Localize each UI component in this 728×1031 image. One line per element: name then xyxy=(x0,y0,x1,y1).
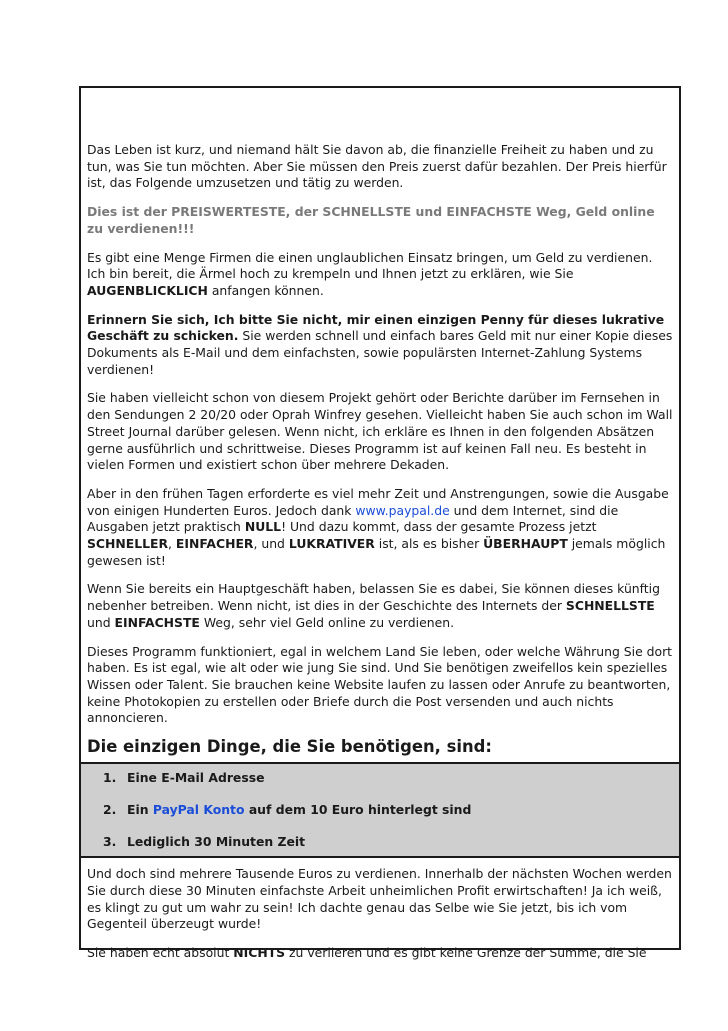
bold-span: SCHNELLER xyxy=(87,536,169,552)
paragraph-penny xyxy=(87,312,673,379)
paragraph-paypal xyxy=(87,486,673,570)
list-text: auf dem 10 Euro hinterlegt sind xyxy=(244,802,472,818)
list-item xyxy=(103,834,679,850)
text-span: zu verlieren und es gibt keine Grenze der Summe, die Sie xyxy=(285,944,647,960)
text-span: , und xyxy=(253,536,289,552)
text-span: Sie werden schnell und einfach bares Geld mit nur einer Kopie dieses Dokuments als E-Mail und dem einfachsten, sowie populärsten Internet-Zahlung Systems verdienen! xyxy=(87,328,673,377)
paragraph-profit: Und doch sind mehrere Tausende Euros zu verdienen. Innerhalb der nächsten Wochen werden Sie durch diese 30 Minuten einfachste Arbeit unheimlichen Profit erwirtschaften! Ja ich weiß, es klingt zu gut um wahr zu sein! Ich dachte genau das Selbe wie Sie jetzt, bis ich vom Gegenteil überzeugt wurde! xyxy=(87,866,672,932)
text-span: und xyxy=(87,614,115,630)
paragraph-companies xyxy=(87,250,673,300)
paragraph-program: Dieses Programm funktioniert, egal in welchem Land Sie leben, oder welche Währung Sie dort haben. Es ist egal, wie alt oder wie jung Sie sind. Und Sie benötigen zweifellos kein spezielles Wissen oder Talent. Sie brauchen keine Website laufen zu lassen oder Anrufe zu beantworten, keine Photokopien zu erstellen oder Briefe durch die Post versenden und auch nichts annoncieren. xyxy=(87,643,673,726)
text-span: jemals möglich gewesen ist! xyxy=(87,536,666,568)
intro-paragraph: Das Leben ist kurz, und niemand hält Sie davon ab, die finanzielle Freiheit zu haben und zu tun, was Sie tun möchten. Aber Sie müssen den Preis zuerst dafür bezahlen. Der Preis hierfür ist, das Folgende umzusetzen und tätig zu werden. xyxy=(87,142,667,191)
list-item xyxy=(103,802,679,818)
text-span: Es gibt eine Menge Firmen die einen unglaublichen Einsatz bringen, um Geld zu verdienen. Ich bin bereit, die Ärmel hoch zu krempeln und Ihnen jetzt zu erklären, wie Sie xyxy=(87,249,653,282)
list-item xyxy=(103,770,679,786)
list-number: 1. xyxy=(103,770,117,786)
text-span: und dem Internet, sind die Ausgaben jetzt praktisch xyxy=(87,502,619,535)
bold-span: NULL xyxy=(244,519,282,535)
text-span: , xyxy=(168,536,176,552)
text-span: Weg, sehr viel Geld online zu verdienen. xyxy=(199,614,455,630)
bold-span: EINFACHSTE xyxy=(114,614,200,630)
requirements-list xyxy=(81,762,679,858)
list-text: Lediglich 30 Minuten Zeit xyxy=(127,834,306,850)
bold-span: ÜBERHAUPT xyxy=(483,536,568,552)
paragraph-nothing-to-lose xyxy=(87,945,673,962)
requirements-heading: Die einzigen Dinge, die Sie benötigen, sind: xyxy=(87,737,492,757)
text-span: ist, als es bisher xyxy=(374,536,484,552)
list-text: Eine E-Mail Adresse xyxy=(127,770,265,786)
bold-span: AUGENBLICKLICH xyxy=(87,282,208,298)
text-span: ! Und dazu kommt, dass der gesamte Prozess jetzt xyxy=(281,519,597,535)
text-span: anfangen können. xyxy=(207,282,324,298)
text-span: Sie haben echt absolut xyxy=(87,944,234,960)
list-text: Ein xyxy=(127,802,153,818)
paragraph-history: Sie haben vielleicht schon von diesem Projekt gehört oder Berichte darüber im Fernsehen in den Sendungen 2 20/20 oder Oprah Winfrey gesehen. Vielleicht haben Sie auch schon im Wall Street Journal darüber gelesen. Wenn nicht, ich erkläre es Ihnen in den folgenden Absätzen gerne ausführlich und schrittweise. Dieses Programm ist auf keinen Fall neu. Es besteht in vielen Formen und existiert schon über mehrere Dekaden. xyxy=(87,390,673,473)
list-number: 3. xyxy=(103,834,117,850)
document-body xyxy=(87,142,673,974)
document-frame xyxy=(79,86,681,960)
bold-span: Erinnern Sie sich, Ich bitte Sie nicht, mir einen einzigen Penny für dieses lukrative Geschäft zu schicken. xyxy=(87,311,665,344)
bold-span: EINFACHER xyxy=(175,536,254,552)
bold-span: NICHTS xyxy=(233,944,286,960)
paypal-konto-link[interactable]: PayPal Konto xyxy=(152,802,245,818)
bold-span: LUKRATIVER xyxy=(288,536,375,552)
list-number: 2. xyxy=(103,802,117,818)
headline-paragraph: Dies ist der PREISWERTESTE, der SCHNELLSTE und EINFACHSTE Weg, Geld online zu verdienen!!! xyxy=(87,204,655,236)
text-span: Aber in den frühen Tagen erforderte es viel mehr Zeit und Anstrengungen, sowie die Ausgabe von einigen Hunderten Euros. Jedoch dank xyxy=(87,485,669,518)
paragraph-business xyxy=(87,581,673,631)
paypal-link[interactable]: www.paypal.de xyxy=(355,502,450,518)
bold-span: SCHNELLSTE xyxy=(565,598,655,614)
text-span: Wenn Sie bereits ein Hauptgeschäft haben, belassen Sie es dabei, Sie können dieses künftig nebenher betreiben. Wenn nicht, ist dies in der Geschichte des Internets der xyxy=(87,581,660,614)
